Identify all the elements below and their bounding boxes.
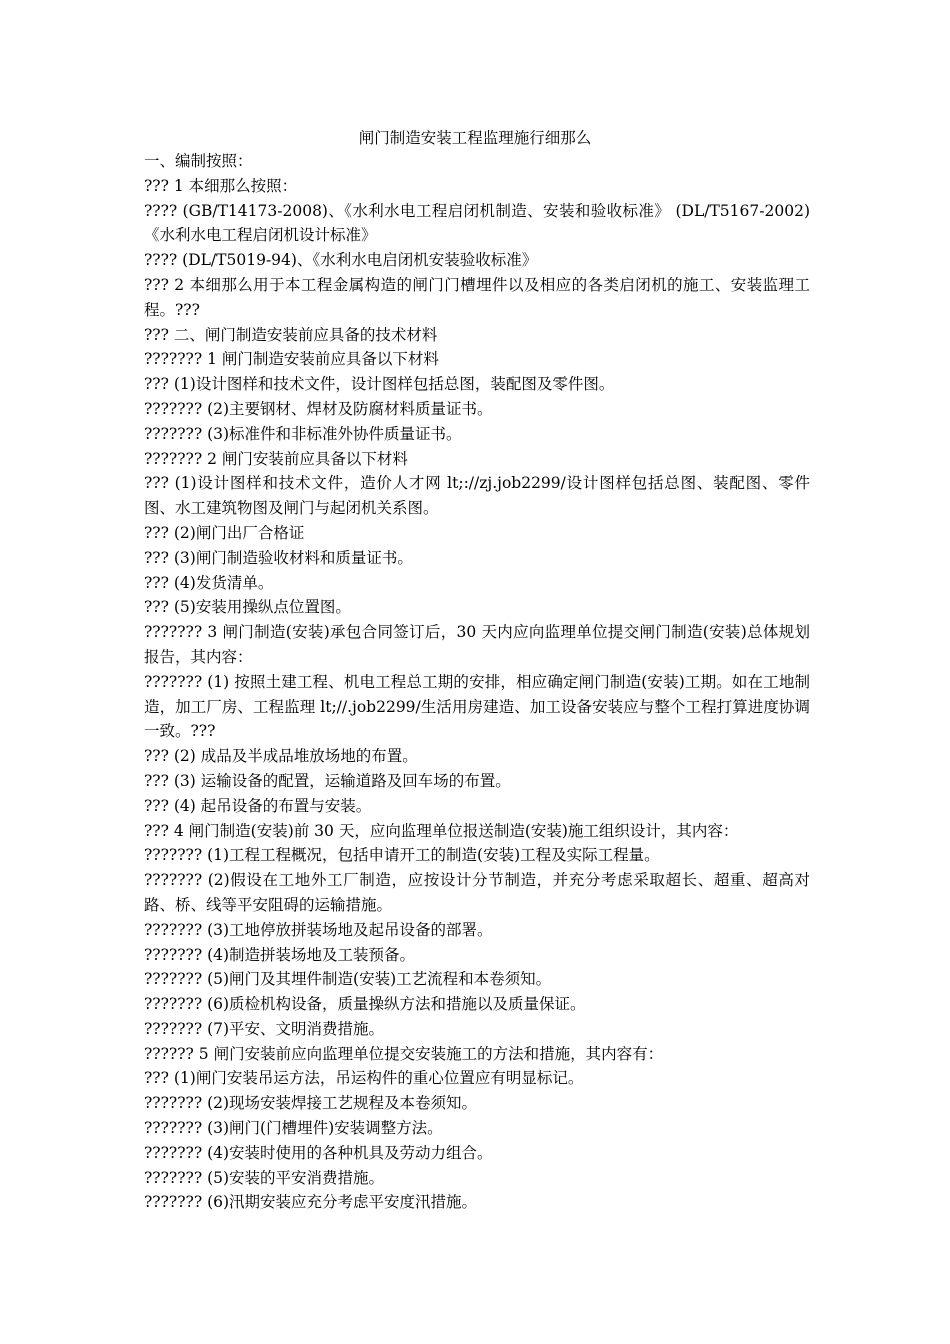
- paragraph: ??????? (2)现场安装焊接工艺规程及本卷须知。: [144, 1094, 478, 1113]
- paragraph: ??? (4)发货清单。: [144, 573, 274, 592]
- paragraph: ??????? 2 闸门安装前应具备以下材料: [144, 449, 408, 468]
- paragraph: ??? (3)闸门制造验收材料和质量证书。: [144, 548, 413, 567]
- paragraph: ???? (GB/T14173-2008)、《水利水电工程启闭机制造、安装和验收标准》 (DL/T5167-2002)《水利水电工程启闭机设计标准》: [144, 201, 810, 245]
- paragraph: ???? (DL/T5019-94)、《水利水电启闭机安装验收标准》: [144, 251, 538, 270]
- paragraph: ??????? (2)假设在工地外工厂制造，应按设计分节制造，并充分考虑采取超长、超重、超高对路、桥、线等平安阻碍的运输措施。: [144, 871, 810, 914]
- paragraph: ??????? (7)平安、文明消费措施。: [144, 1019, 385, 1038]
- paragraph: ??? (1)设计图样和技术文件，造价人才网 lt;://zj.job2299/设计图样包括总图、装配图、零件图、水工建筑物图及闸门与起闭机关系图。: [144, 474, 810, 518]
- paragraph: ??? (1)设计图样和技术文件，设计图样包括总图，装配图及零件图。: [144, 375, 615, 394]
- paragraph: ??? 二、闸门制造安装前应具备的技术材料: [144, 325, 438, 344]
- paragraph: ??? 1 本细那么按照：: [144, 176, 298, 195]
- paragraph: ??????? 3 闸门制造(安装)承包合同签订后，30 天内应向监理单位提交闸门制造(安装)总体规划报告，其内容：: [144, 623, 810, 666]
- paragraph: ??????? (4)制造拼装场地及工装预备。: [144, 945, 416, 964]
- paragraph: ??????? (6)质检机构设备，质量操纵方法和措施以及质量保证。: [144, 995, 586, 1014]
- paragraph: ??????? (5)安装的平安消费措施。: [144, 1168, 385, 1187]
- paragraph: ??????? (6)汛期安装应充分考虑平安度汛措施。: [144, 1193, 478, 1212]
- paragraph: ?????? 5 闸门安装前应向监理单位提交安装施工的方法和措施，其内容有：: [144, 1044, 664, 1063]
- paragraph: 一、编制按照：: [144, 152, 253, 170]
- paragraph: ??????? (3)标准件和非标准外协件质量证书。: [144, 424, 462, 443]
- paragraph: ??????? (2)主要钢材、焊材及防腐材料质量证书。: [144, 399, 493, 418]
- paragraph: ??? (3) 运输设备的配置，运输道路及回车场的布置。: [144, 771, 511, 790]
- paragraph: ??????? (1) 按照土建工程、机电工程总工期的安排，相应确定闸门制造(安装)工期。如在工地制造，加工厂房、工程监理 lt;//.job2299/生活用房建造、加工设备安装应与整个工程打算进度协调一致。???: [144, 672, 810, 741]
- paragraph: ??? 4 闸门制造(安装)前 30 天，应向监理单位报送制造(安装)施工组织设计，其内容：: [144, 821, 739, 840]
- paragraph: ??? (5)安装用操纵点位置图。: [144, 598, 351, 617]
- paragraph: ??? (1)闸门安装吊运方法，吊运构件的重心位置应有明显标记。: [144, 1069, 584, 1088]
- paragraph: ??????? (5)闸门及其埋件制造(安装)工艺流程和本卷须知。: [144, 970, 552, 989]
- paragraph: ??????? (3)工地停放拼装场地及起吊设备的部署。: [144, 920, 493, 939]
- paragraph: ??? (4) 起吊设备的布置与安装。: [144, 796, 372, 815]
- paragraph: ??? 2 本细那么用于本工程金属构造的闸门门槽埋件以及相应的各类启闭机的施工、安装监理工程。???: [144, 275, 810, 319]
- paragraph: ??? (2)闸门出厂合格证: [144, 523, 305, 542]
- paragraph: ??????? (4)安装时使用的各种机具及劳动力组合。: [144, 1143, 493, 1162]
- paragraph: ??? (2) 成品及半成品堆放场地的布置。: [144, 747, 418, 766]
- document-title: 闸门制造安装工程监理施行细那么: [358, 129, 592, 147]
- paragraph: ??????? (3)闸门(门槽埋件)安装调整方法。: [144, 1119, 443, 1138]
- paragraph: ??????? 1 闸门制造安装前应具备以下材料: [144, 350, 439, 369]
- paragraph: ??????? (1)工程工程概况，包括申请开工的制造(安装)工程及实际工程量。: [144, 846, 660, 865]
- document-body: [144, 149, 810, 1215]
